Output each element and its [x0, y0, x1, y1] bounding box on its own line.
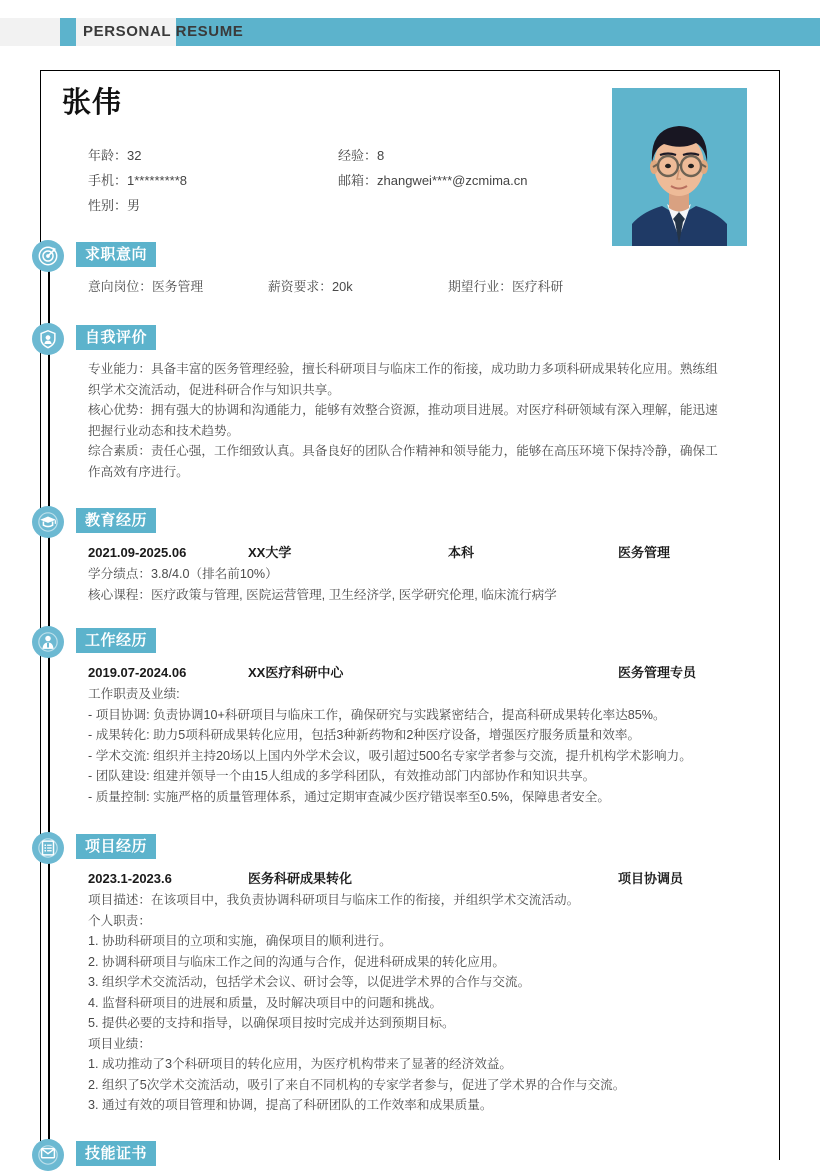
work-period: 2019.07-2024.06: [88, 665, 187, 680]
section-header: [0, 506, 740, 536]
intent-salary: 薪资要求：20k: [268, 279, 353, 294]
work-subtitle: 工作职责及业绩:: [88, 687, 180, 701]
section-header: [0, 832, 740, 862]
certificate-icon: [32, 1139, 64, 1171]
work-bullet: - 质量控制: 实施严格的质量管理体系，通过定期审查减少医疗错误率至0.5%，保障患者安全。: [88, 789, 610, 804]
work-bullet: - 学术交流: 组织并主持20场以上国内外学术会议，吸引超过500名专家学者参与交流，提升机构学术影响力。: [88, 748, 692, 763]
info-gender-label: 性别：: [88, 198, 128, 213]
project-name: 医务科研成果转化: [248, 871, 353, 886]
info-email: [338, 168, 588, 193]
education-entry-row: [88, 542, 728, 564]
project-duty-title: 个人职责：: [88, 913, 151, 928]
info-age: [88, 143, 338, 168]
section-education: [0, 506, 740, 602]
education-courses: 核心课程：医疗政策与管理, 医院运营管理, 卫生经济学, 医学研究伦理, 临床流行病学: [88, 587, 557, 602]
section-body-self-evaluation: [88, 359, 728, 482]
section-body-project-experience: [88, 868, 728, 1116]
section-header: [0, 626, 740, 656]
work-company: XX医疗科研中心: [248, 665, 344, 680]
project-performance: 2. 组织了5次学术交流活动，吸引了来自不同机构的专家学者参与，促进了学术界的合作与交流。: [88, 1077, 626, 1092]
info-phone: [88, 168, 338, 193]
info-phone-value: 1*********8: [127, 173, 188, 188]
info-experience-value: 8: [377, 148, 385, 163]
education-school: XX大学: [248, 545, 292, 560]
banner-accent-tab: [60, 18, 76, 46]
project-description: 项目描述：在该项目中，我负责协调科研项目与临床工作的衔接，并组织学术交流活动。: [88, 893, 580, 907]
target-icon: [32, 240, 64, 272]
section-job-intent: [0, 240, 740, 294]
self-eval-paragraph: 综合素质：责任心强，工作细致认真。具备良好的团队合作精神和领导能力，能够在高压环境下保持冷静，确保工作高效有序进行。: [88, 444, 718, 479]
project-period: 2023.1-2023.6: [88, 871, 172, 886]
section-project-experience: [0, 832, 740, 1112]
info-phone-label: 手机：: [88, 173, 128, 188]
project-role: 项目协调员: [618, 871, 684, 886]
self-eval-paragraph: 专业能力：具备丰富的医务管理经验，擅长科研项目与临床工作的衔接，成功助力多项科研成果转化应用。熟练组织学术交流活动，促进科研合作与知识共享。: [88, 362, 718, 397]
education-degree: 本科: [448, 545, 475, 560]
info-row: [88, 193, 588, 218]
info-gender-value: 男: [127, 198, 141, 213]
project-duty: 5. 提供必要的支持和指导，以确保项目按时完成并达到预期目标。: [88, 1016, 455, 1030]
section-label-project-experience: 项目经历: [76, 834, 156, 859]
info-age-label: 年龄：: [88, 148, 128, 163]
section-label-job-intent: 求职意向: [76, 242, 156, 267]
education-gpa: 学分绩点：3.8/4.0（排名前10%）: [88, 567, 278, 581]
job-intent-row: [88, 276, 728, 298]
avatar: [612, 88, 747, 246]
shield-person-icon: [32, 323, 64, 355]
section-body-education: [88, 542, 728, 605]
section-header: [0, 323, 740, 353]
project-performance-title: 项目业绩：: [88, 1036, 151, 1051]
project-entry-row: [88, 868, 728, 890]
section-label-skills-certificates: 技能证书: [76, 1141, 156, 1166]
section-body-job-intent: [88, 276, 728, 298]
personal-info-grid: [88, 143, 588, 218]
info-email-value: zhangwei****@zcmima.cn: [377, 173, 528, 188]
graduation-cap-icon: [32, 506, 64, 538]
work-entry-row: [88, 662, 728, 684]
section-work-experience: [0, 626, 740, 804]
work-bullet: - 项目协调: 负责协调10+科研项目与临床工作，确保研究与实践紧密结合，提高科研成果转化率达85%。: [88, 707, 666, 722]
info-row: [88, 168, 588, 193]
section-body-work-experience: [88, 662, 728, 807]
education-major: 医务管理: [618, 545, 671, 560]
project-duty: 4. 监督科研项目的进展和质量，及时解决项目中的问题和挑战。: [88, 995, 443, 1010]
candidate-name: 张伟: [62, 87, 123, 119]
project-duty: 2. 协调科研项目与临床工作之间的沟通与合作，促进科研成果的转化应用。: [88, 954, 506, 969]
self-eval-paragraph: 核心优势：拥有强大的协调和沟通能力，能够有效整合资源，推动项目进展。对医疗科研领域有深入理解，能迅速把握行业动态和技术趋势。: [88, 403, 718, 438]
list-document-icon: [32, 832, 64, 864]
section-label-self-evaluation: 自我评价: [76, 325, 156, 350]
work-bullet: - 团队建设: 组建并领导一个由15人组成的多学科团队，有效推动部门内部协作和知识共享。: [88, 769, 596, 783]
intent-position: 意向岗位：医务管理: [88, 279, 204, 294]
work-title: 医务管理专员: [618, 665, 697, 680]
person-badge-icon: [32, 626, 64, 658]
project-performance: 3. 通过有效的项目管理和协调，提高了科研团队的工作效率和成果质量。: [88, 1098, 493, 1112]
timeline-rail: [48, 250, 50, 1145]
info-age-value: 32: [127, 148, 142, 163]
project-duty: 1. 协助科研项目的立项和实施，确保项目的顺利进行。: [88, 934, 392, 948]
info-row: [88, 143, 588, 168]
section-label-work-experience: 工作经历: [76, 628, 156, 653]
info-experience: [338, 143, 588, 168]
section-label-education: 教育经历: [76, 508, 156, 533]
project-duty: 3. 组织学术交流活动，包括学术会议、研讨会等，以促进学术界的合作与交流。: [88, 975, 531, 989]
work-bullet: - 成果转化: 助力5项科研成果转化应用，包括3种新药物和2种医疗设备，增强医疗服务质量和效率。: [88, 728, 641, 742]
banner-left-strip: [0, 18, 60, 46]
section-skills-certificates: [0, 1139, 740, 1169]
info-gender: [88, 193, 338, 218]
section-self-evaluation: [0, 323, 740, 479]
section-header: [0, 240, 740, 270]
info-experience-label: 经验：: [338, 148, 378, 163]
education-period: 2021.09-2025.06: [88, 545, 187, 560]
info-email-label: 邮箱：: [338, 173, 378, 188]
intent-industry: 期望行业：医疗科研: [448, 279, 564, 294]
banner-title: PERSONAL RESUME: [83, 23, 244, 40]
project-performance: 1. 成功推动了3个科研项目的转化应用，为医疗机构带来了显著的经济效益。: [88, 1057, 513, 1071]
section-header: [0, 1139, 740, 1169]
